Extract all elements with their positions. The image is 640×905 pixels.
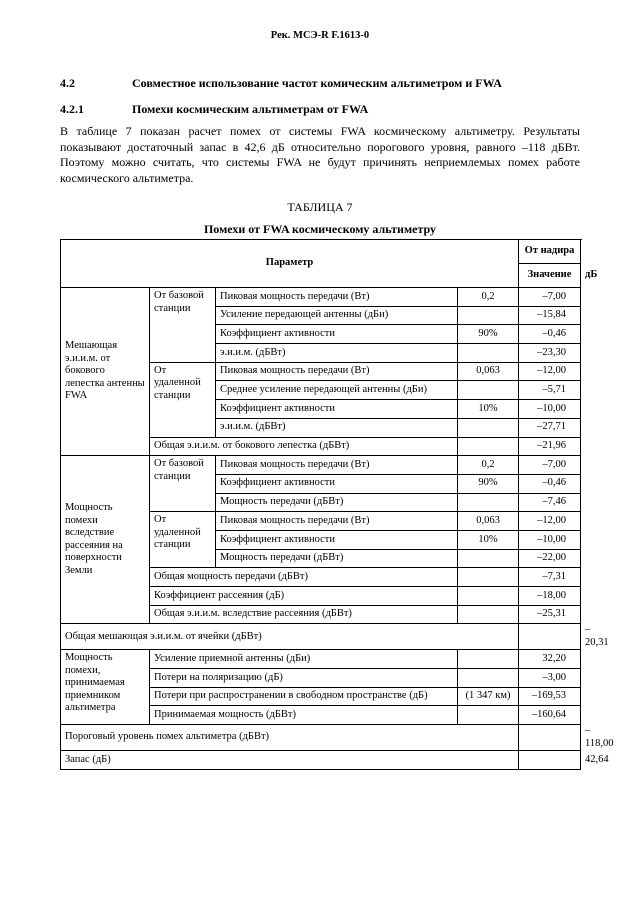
group-label-received-power: Мощность помехи, принимаемая приемником альтиметра [61,650,150,725]
db-cell: –21,96 [519,437,581,456]
section-number: 4.2 [60,76,75,90]
value-cell [519,624,581,650]
param-cell: Пиковая мощность передачи (Вт) [216,288,458,307]
db-cell: –7,00 [519,288,581,307]
value-cell [458,669,519,688]
section-heading-4-2 [60,76,502,91]
value-cell [458,587,519,606]
value-cell: 0,063 [458,362,519,381]
table-row: Запас (дБ) 42,64 [61,751,581,770]
db-cell: –12,00 [519,362,581,381]
value-cell: 0,063 [458,512,519,531]
value-cell [458,418,519,437]
value-cell [458,549,519,568]
value-cell: (1 347 км) [458,687,519,706]
value-cell [458,568,519,587]
section-number: 4.2.1 [60,102,84,116]
section-heading-4-2-1 [60,102,368,117]
param-cell: э.и.и.м. (дБВт) [216,344,458,363]
db-cell: –0,46 [519,325,581,344]
value-cell: 0,2 [458,456,519,475]
db-cell: 32,20 [519,650,581,669]
param-cell: Запас (дБ) [61,751,519,770]
db-cell: –23,30 [519,344,581,363]
db-cell: –15,84 [519,306,581,325]
subgroup-label-remote-station: От удаленной станции [150,512,216,568]
subgroup-label-base-station: От базовой станции [150,456,216,512]
value-cell [458,493,519,512]
db-cell: –3,00 [519,669,581,688]
table-row [61,288,581,307]
param-cell: Коэффициент активности [216,474,458,493]
table-row [61,650,581,669]
db-cell: –7,31 [519,568,581,587]
param-cell: Среднее усиление передающей антенны (дБи) [216,381,458,400]
param-cell: Потери на поляризацию (дБ) [150,669,458,688]
subgroup-label-remote-station: От удаленной станции [150,362,216,437]
value-cell [458,650,519,669]
body-paragraph: В таблице 7 показан расчет помех от системы FWA космическому альтиметру. Результаты показывают достаточный запас в 42,6 дБ относительно порогового уровня, равного –118 дБВт. Поэтому можно считать, что системы FWA не будут причинять неприемлемых помех работе космического альтиметра. [60,124,580,185]
page-header: Рек. МСЭ-R F.1613-0 [270,30,370,41]
param-cell: Пиковая мощность передачи (Вт) [216,456,458,475]
interference-table [60,239,614,770]
db-cell: –12,00 [519,512,581,531]
value-cell: 10% [458,530,519,549]
table-row: Общая мешающая э.и.и.м. от ячейки (дБВт) –20,31 [61,624,581,650]
value-cell: 90% [458,474,519,493]
param-cell: Общая э.и.и.м. от бокового лепестка (дБВт) [150,437,458,456]
value-cell [519,725,581,751]
group-label-scatter-power: Мощность помехи вследствие рассеяния на поверхности Земли [61,456,150,624]
param-cell: Пиковая мощность передачи (Вт) [216,512,458,531]
value-cell [458,381,519,400]
group-label-sidelobe-eirp: Мешающая э.и.и.м. от бокового лепестка антенны FWA [61,288,150,456]
value-cell: 90% [458,325,519,344]
db-cell: –25,31 [519,605,581,624]
subgroup-label-base-station: От базовой станции [150,288,216,363]
section-title: Помехи космическим альтиметрам от FWA [132,102,369,116]
table-title: Помехи от FWA космическому альтиметру [203,222,437,236]
db-cell: –7,46 [519,493,581,512]
value-cell: 10% [458,400,519,419]
table-row: Пороговый уровень помех альтиметра (дБВт) –118,00 [61,725,581,751]
value-cell [458,605,519,624]
table-header-row [61,240,581,264]
db-cell: –7,00 [519,456,581,475]
db-cell: –22,00 [519,549,581,568]
param-cell: Коэффициент рассеяния (дБ) [150,587,458,606]
value-cell [458,706,519,725]
db-cell: –169,53 [519,687,581,706]
param-cell: Потери при распространении в свободном пространстве (дБ) [150,687,458,706]
param-cell: Мощность передачи (дБВт) [216,549,458,568]
db-cell: –10,00 [519,530,581,549]
db-cell: –0,46 [519,474,581,493]
param-cell: Пиковая мощность передачи (Вт) [216,362,458,381]
param-cell: Общая мощность передачи (дБВт) [150,568,458,587]
param-cell: Пороговый уровень помех альтиметра (дБВт) [61,725,519,751]
param-cell: Усиление передающей антенны (дБи) [216,306,458,325]
value-cell [458,344,519,363]
db-cell: –5,71 [519,381,581,400]
param-cell: Коэффициент активности [216,400,458,419]
param-cell: э.и.и.м. (дБВт) [216,418,458,437]
value-cell [458,437,519,456]
db-cell: –18,00 [519,587,581,606]
value-cell: 0,2 [458,288,519,307]
section-title: Совместное использование частот комическим альтиметром и FWA [132,76,502,90]
db-cell: –160,64 [519,706,581,725]
db-cell: –10,00 [519,400,581,419]
param-cell: Коэффициент активности [216,325,458,344]
table-number: ТАБЛИЦА 7 [287,200,353,214]
param-cell: Общая мешающая э.и.и.м. от ячейки (дБВт) [61,624,519,650]
header-nadir: От надира [519,240,581,264]
header-parameter: Параметр [61,240,519,288]
value-cell [458,306,519,325]
param-cell: Усиление приемной антенны (дБи) [150,650,458,669]
param-cell: Коэффициент активности [216,530,458,549]
table-subheader-row: Значение дБ [61,264,581,288]
db-cell: –27,71 [519,418,581,437]
header-value: Значение [519,264,581,288]
table-row [61,456,581,475]
value-cell [519,751,581,770]
param-cell: Принимаемая мощность (дБВт) [150,706,458,725]
param-cell: Общая э.и.и.м. вследствие рассеяния (дБВт) [150,605,458,624]
param-cell: Мощность передачи (дБВт) [216,493,458,512]
